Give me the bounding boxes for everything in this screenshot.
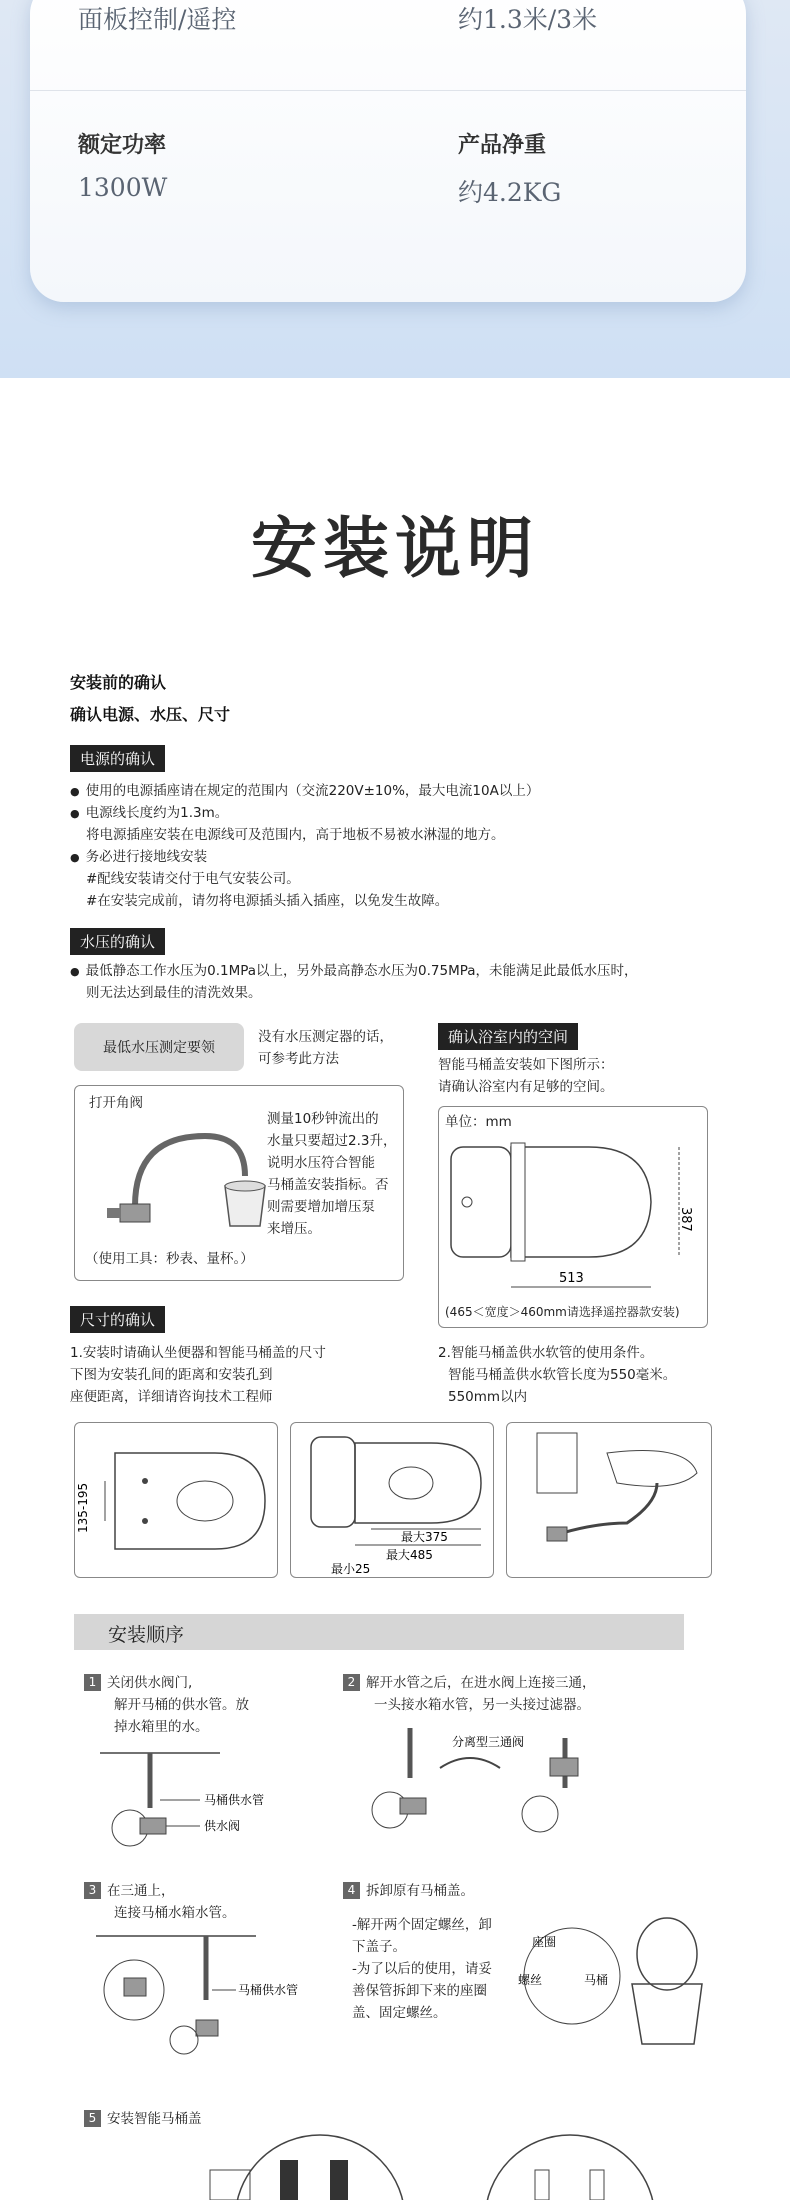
space-unit: 单位：mm	[445, 1114, 512, 1130]
spec-cord	[458, 0, 597, 36]
water-line-1: ● 最低静态工作水压为0.1MPa以上，另外最高静态水压为0.75MPa，未能满足此最低水压时，	[70, 960, 638, 983]
step-2-line-1	[343, 1672, 596, 1694]
step-4-line-3: -为了以后的使用，请妥	[352, 1961, 492, 1977]
step-4-line-4: 善保管拆卸下来的座圈	[352, 1983, 487, 1999]
spec-card	[30, 0, 746, 302]
power-line-3: 将电源插座安装在电源线可及范围内，高于地板不易被水淋湿的地方。	[86, 827, 505, 843]
spec-section	[0, 0, 790, 378]
step-3-illustration	[96, 1930, 316, 2060]
step-4-label-seat: 座圈	[532, 1935, 557, 1949]
step-4-text: 拆卸原有马桶盖。	[366, 1883, 474, 1899]
step-4-label-toilet: 马桶	[584, 1973, 609, 1987]
step-3-text: 在三通上，	[107, 1883, 175, 1899]
step-5-illustration	[190, 2130, 750, 2200]
size-left-1: 1.安装时请确认坐便器和智能马桶盖的尺寸	[70, 1345, 326, 1361]
space-dim-height: 387	[678, 1207, 693, 1232]
power-line-5: #配线安装请交付于电气安装公司。	[86, 871, 300, 887]
step-2-label-tee: 分离型三通阀	[452, 1735, 525, 1749]
spec-weight-value: 约4.2KG	[458, 178, 562, 207]
step-1-line-2: 解开马桶的供水管。放	[114, 1697, 249, 1713]
water-hose-diagram	[507, 1423, 713, 1579]
install-steps-bar	[74, 1614, 684, 1650]
step-4-number: 4	[343, 1882, 360, 1899]
dim-max485: 最大485	[386, 1548, 433, 1562]
step-4-line-5: 盖、固定螺丝。	[352, 2005, 447, 2021]
step-3-line-1	[84, 1880, 175, 1902]
water-box-tools: （使用工具：秒表、量杯。）	[85, 1251, 254, 1267]
step-3-label-hose: 马桶供水管	[238, 1983, 299, 1997]
water-box-line: 测量10秒钟流出的	[267, 1111, 379, 1127]
dim-min25: 最小25	[331, 1562, 371, 1576]
spec-cord-value: 约1.3米/3米	[458, 5, 598, 34]
power-line-2: ● 电源线长度约为1.3m。	[70, 802, 228, 825]
size-left-3: 座便距离，详细请咨询技术工程师	[70, 1389, 273, 1405]
water-box-line: 则需要增加增压泵	[267, 1199, 375, 1215]
step-1-number: 1	[84, 1674, 101, 1691]
step-3-number: 3	[84, 1882, 101, 1899]
water-box-line: 水量只要超过2.3升，	[267, 1133, 397, 1149]
step-5-title	[84, 2108, 202, 2130]
spec-weight	[458, 128, 561, 209]
step-5-number: 5	[84, 2110, 101, 2127]
step-4-line-2: 下盖子。	[352, 1939, 406, 1955]
install-steps-title: 安装顺序	[108, 1624, 185, 1646]
size-right-2: 智能马桶盖供水软管长度为550毫米。	[448, 1367, 677, 1383]
step-4-label-screw: 螺丝	[518, 1973, 543, 1987]
step-1-line-3: 掉水箱里的水。	[114, 1719, 209, 1735]
size-left-2: 下图为安装孔间的距离和安装孔到	[70, 1367, 273, 1383]
spec-weight-label: 产品净重	[458, 133, 547, 158]
water-box-title: 打开角阀	[89, 1095, 143, 1111]
space-diagram-box	[438, 1106, 708, 1328]
space-line-2: 请确认浴室内有足够的空间。	[438, 1079, 614, 1095]
dim-hole-distance: 135-195	[76, 1482, 90, 1533]
spec-power-value: 1300W	[78, 173, 168, 202]
water-test-box	[74, 1085, 404, 1281]
angle-valve-illustration	[95, 1116, 275, 1236]
water-tag: 水压的确认	[70, 928, 165, 955]
power-line-4: ● 务必进行接地线安装	[70, 846, 207, 869]
toilet-side-distance-diagram	[291, 1423, 495, 1579]
size-diagram-2	[290, 1422, 494, 1578]
toilet-hole-distance-diagram	[75, 1423, 279, 1579]
spec-control-value: 面板控制/遥控	[78, 5, 237, 34]
step-2-illustration	[360, 1728, 600, 1858]
step-2-line-2: 一头接水箱水管，另一头接过滤器。	[374, 1697, 590, 1713]
spec-control	[78, 0, 236, 36]
water-box-line: 马桶盖安装指标。否	[267, 1177, 389, 1193]
size-diagram-3	[506, 1422, 712, 1578]
space-line-1: 智能马桶盖安装如下图所示：	[438, 1057, 614, 1073]
step-1-text: 关闭供水阀门,	[107, 1675, 193, 1691]
size-right-1: 2.智能马桶盖供水软管的使用条件。	[438, 1345, 654, 1361]
space-dim-width: 513	[559, 1271, 584, 1286]
water-note-1: 没有水压测定器的话，	[258, 1029, 393, 1045]
spec-power	[78, 128, 167, 202]
water-pressure-method-button[interactable]: 最低水压测定要领	[74, 1023, 244, 1071]
step-1-label-hose: 马桶供水管	[204, 1793, 265, 1807]
step-1-label-valve: 供水阀	[204, 1819, 241, 1833]
water-box-line: 来增压。	[267, 1221, 321, 1237]
step-2-number: 2	[343, 1674, 360, 1691]
water-note-2: 可参考此方法	[258, 1051, 339, 1067]
step-5-text: 安装智能马桶盖	[107, 2111, 202, 2127]
power-line-1: ● 使用的电源插座请在规定的范围内（交流220V±10%，最大电流10A以上）	[70, 780, 539, 803]
step-4-line-1: -解开两个固定螺丝，卸	[352, 1917, 492, 1933]
power-tag: 电源的确认	[70, 745, 165, 772]
water-box-line: 说明水压符合智能	[267, 1155, 375, 1171]
size-diagram-1	[74, 1422, 278, 1578]
step-1-line-1	[84, 1672, 192, 1694]
size-right-3: 550mm以内	[448, 1389, 528, 1405]
space-footnote: (465＜宽度＞460mm请选择遥控器款安装)	[445, 1305, 680, 1319]
spec-power-label: 额定功率	[78, 133, 167, 158]
pre-check-heading: 安装前的确认	[70, 673, 167, 692]
water-line-2: 则无法达到最佳的清洗效果。	[86, 985, 262, 1001]
step-4-title	[343, 1880, 474, 1902]
step-1-illustration	[100, 1748, 280, 1858]
step-2-text: 解开水管之后，在进水阀上连接三通，	[366, 1675, 596, 1691]
space-tag: 确认浴室内的空间	[438, 1023, 578, 1050]
dim-max375: 最大375	[401, 1530, 448, 1544]
step-3-line-2: 连接马桶水箱水管。	[114, 1905, 236, 1921]
step-4-illustration	[512, 1914, 712, 2054]
size-tag: 尺寸的确认	[70, 1306, 165, 1333]
spec-divider	[30, 90, 746, 91]
power-line-6: #在安装完成前，请勿将电源插头插入插座，以免发生故障。	[86, 893, 449, 909]
pre-check-subheading: 确认电源、水压、尺寸	[70, 705, 231, 724]
toilet-top-view-diagram	[439, 1127, 709, 1307]
page-title: 安装说明	[251, 510, 539, 587]
